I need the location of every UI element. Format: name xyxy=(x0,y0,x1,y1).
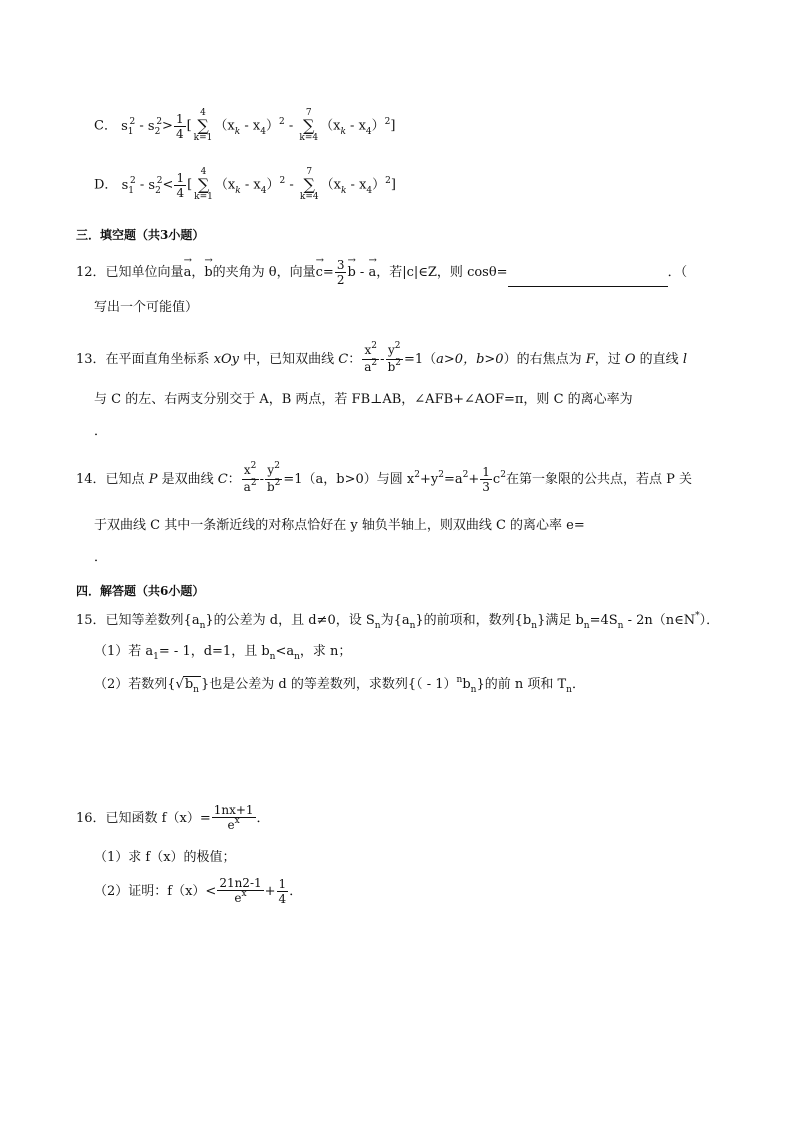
fraction: $\frac{1}{4}$ xyxy=(175,111,184,141)
fraction: $\frac{y^2}{b^2}$ xyxy=(387,341,401,374)
sqrt-symbol: $√b_n$ xyxy=(175,677,199,695)
fraction: $\frac{3}{2}$ xyxy=(336,258,345,287)
answer-blank[interactable] xyxy=(508,274,668,287)
question-12-line2: 写出一个可能值） xyxy=(94,300,199,315)
summation: 7 ∑ k=4 xyxy=(299,167,319,202)
summation: 4 ∑ k=1 xyxy=(194,167,213,202)
question-14: 14．已知点 P 是双曲线 C： $\frac{x^2}{a^2}$ - $\frac{y^2}{b^2}$ =1（a，b>0）与圆 $x^2+y^2=a^2+$ $\frac{1}{3}$ $c^2$在第一象限的公共点，若点 P 关 xyxy=(76,461,692,494)
fraction: $\frac{1}{4}$ xyxy=(278,877,287,906)
question-13-line3: ． xyxy=(94,424,108,439)
fraction: $\frac{1nx+1}{e^x}$ xyxy=(213,803,254,832)
section-heading-fill-in: 三．填空题（共3小题） xyxy=(76,228,205,242)
option-label: C． xyxy=(94,118,117,134)
relation-symbol: < xyxy=(162,177,174,193)
question-16-part1: （1）求 f（x）的极值； xyxy=(94,850,236,865)
question-14-line2: 于双曲线 C 其中一条渐近线的对称点恰好在 y 轴负半轴上，则双曲线 C 的离心率 e= xyxy=(94,518,585,533)
section-heading-solutions: 四．解答题（共6小题） xyxy=(76,584,205,598)
option-label: D． xyxy=(94,177,118,193)
fraction: $\frac{1}{4}$ xyxy=(176,170,185,200)
question-16-part2: （2）证明：f（x）< $\frac{21n2-1}{e^x}$ + $\frac{1}{4}$ ． xyxy=(94,876,303,906)
option-d: D． $s_1^2 - s_2^2<$ $\frac{1}{4}$ [ 4 ∑ k=1 $(x_k - x_4)^2$ - 7 ∑ k=4 $(x_k - x_4)^2$] xyxy=(94,167,396,202)
question-15-part2: （2）若数列{$√b_n$ }也是公差为 d 的等差数列，求数列{（ - $1)^nb_n$}的前 n 项和 $T_n$． xyxy=(94,675,585,696)
relation-symbol: > xyxy=(162,118,173,134)
question-13: 13．在平面直角坐标系 xOy 中，已知双曲线 C： $\frac{x^2}{a^2}$ - $\frac{y^2}{b^2}$ =1（a>0，b>0）的右焦点为 F，过 O 的直线 l xyxy=(76,341,687,374)
question-12: 12．已知单位向量→ a，→ b的夹角为 θ，向量→ c= $\frac{3}{2}$ → b - → a，若|c|∈Z，则 cosθ= ．（ xyxy=(76,258,687,287)
fraction: $\frac{x^2}{a^2}$ xyxy=(243,461,257,494)
fraction: $\frac{x^2}{a^2}$ xyxy=(364,341,378,374)
fraction: $\frac{21n2-1}{e^x}$ xyxy=(219,876,262,905)
question-15-part1: （1）若 $a_1= - 1$，d=1，且 $b_n<a_n$，求 n； xyxy=(94,644,352,662)
question-16: 16．已知函数 f（x）= $\frac{1nx+1}{e^x}$ ． xyxy=(76,803,270,832)
fraction: $\frac{1}{3}$ xyxy=(482,465,490,494)
summation: 4 ∑ k=1 xyxy=(193,108,213,143)
option-c: C． $s_1^2 - s_2^2>$ $\frac{1}{4}$ [ 4 ∑ k=1 $(x_k - x_4)^2$ - 7 ∑ k=4 $(x_k - x_4)^2$] xyxy=(94,108,396,143)
fraction: $\frac{y^2}{b^2}$ xyxy=(266,461,281,494)
question-14-line3: ． xyxy=(94,550,108,565)
summation: 7 ∑ k=4 xyxy=(299,108,319,143)
question-13-line2: 与 C 的左、右两支分别交于 A，B 两点，若 FB⊥AB，∠AFB+∠AOF=π，则 C 的离心率为 xyxy=(94,392,633,407)
question-15: 15．已知等差数列$\{a_n\}$的公差为 d，且 d≠0，设 $S_n$为$\{a_n\}$的前项和，数列$\{b_n\}$满足 $b_n=4S_n$ - 2n（n∈N*）． xyxy=(76,611,720,631)
